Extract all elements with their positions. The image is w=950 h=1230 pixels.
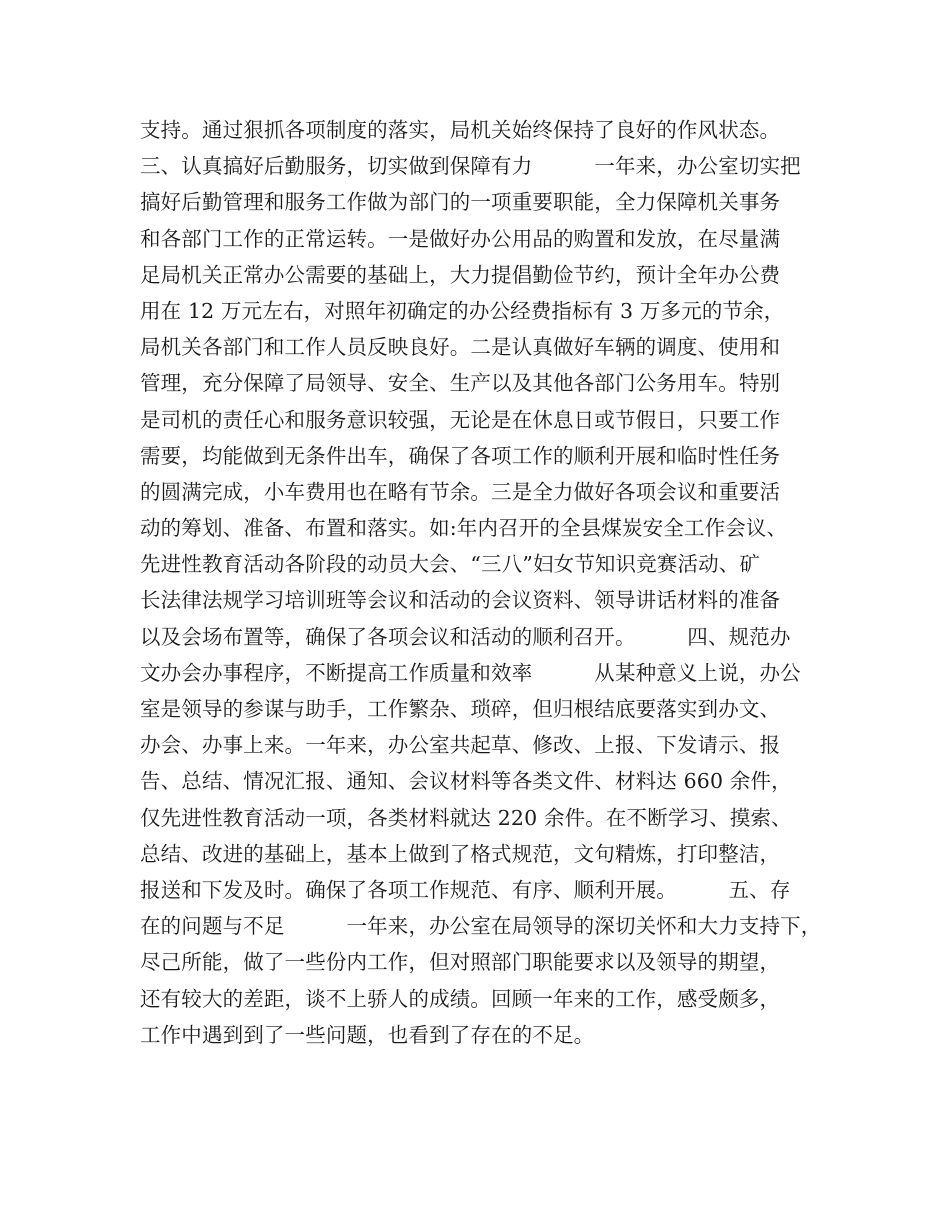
- text-line: 仅先进性教育活动一项，各类材料就达 220 余件。在不断学习、摸索、: [140, 805, 792, 830]
- text-line: 以及会场布置等，确保了各项会议和活动的顺利召开。 四、规范办: [140, 624, 791, 649]
- text-line: 文办会办事程序，不断提高工作质量和效率 从某种意义上说，办公: [140, 660, 801, 685]
- text-line: 三、认真搞好后勤服务，切实做到保障有力 一年来，办公室切实把: [140, 154, 801, 179]
- text-line: 需要，均能做到无条件出车，确保了各项工作的顺利开展和临时性任务: [140, 443, 781, 468]
- text-line: 办会、办事上来。一年来，办公室共起草、修改、上报、下发请示、报: [140, 733, 781, 758]
- text-line: 支持。通过狠抓各项制度的落实，局机关始终保持了良好的作风状态。: [140, 118, 781, 142]
- text-line: 是司机的责任心和服务意识较强，无论是在休息日或节假日，只要工作: [140, 407, 781, 432]
- text-line: 先进性教育活动各阶段的动员大会、“三八”妇女节知识竞赛活动、矿: [140, 552, 761, 577]
- text-line: 报送和下发及时。确保了各项工作规范、有序、顺利开展。 五、存: [140, 877, 791, 902]
- text-line: 和各部门工作的正常运转。一是做好办公用品的购置和发放，在尽量满: [140, 226, 781, 251]
- text-line: 搞好后勤管理和服务工作做为部门的一项重要职能，全力保障机关事务: [140, 190, 781, 215]
- text-line: 动的筹划、准备、布置和落实。如:年内召开的全县煤炭安全工作会议、: [140, 516, 788, 541]
- text-line: 的圆满完成，小车费用也在略有节余。三是全力做好各项会议和重要活: [140, 479, 781, 504]
- text-line: 足局机关正常办公需要的基础上，大力提倡勤俭节约，预计全年办公费: [140, 262, 781, 287]
- body-text: [140, 112, 840, 1053]
- text-line: 工作中遇到到了一些问题，也看到了存在的不足。: [140, 1022, 595, 1047]
- text-line: 局机关各部门和工作人员反映良好。二是认真做好车辆的调度、使用和: [140, 335, 781, 360]
- text-line: 总结、改进的基础上，基本上做到了格式规范，文句精炼，打印整洁，: [140, 841, 781, 866]
- text-line: 管理，充分保障了局领导、安全、生产以及其他各部门公务用车。特别: [140, 371, 781, 396]
- text-line: 室是领导的参谋与助手，工作繁杂、琐碎，但归根结底要落实到办文、: [140, 697, 781, 721]
- text-line: 长法律法规学习培训班等会议和活动的会议资料、领导讲话材料的准备: [140, 588, 781, 613]
- text-line: 告、总结、情况汇报、通知、会议材料等各类文件、材料达 660 余件，: [140, 769, 792, 794]
- text-line: 尽己所能，做了一些份内工作，但对照部门职能要求以及领导的期望，: [140, 950, 781, 975]
- text-line: 在的问题与不足 一年来，办公室在局领导的深切关怀和大力支持下，: [140, 914, 822, 939]
- text-line: 还有较大的差距，谈不上骄人的成绩。回顾一年来的工作，感受颇多，: [140, 986, 781, 1011]
- text-line: 用在 12 万元左右，对照年初确定的办公经费指标有 3 万多元的节余，: [140, 298, 785, 323]
